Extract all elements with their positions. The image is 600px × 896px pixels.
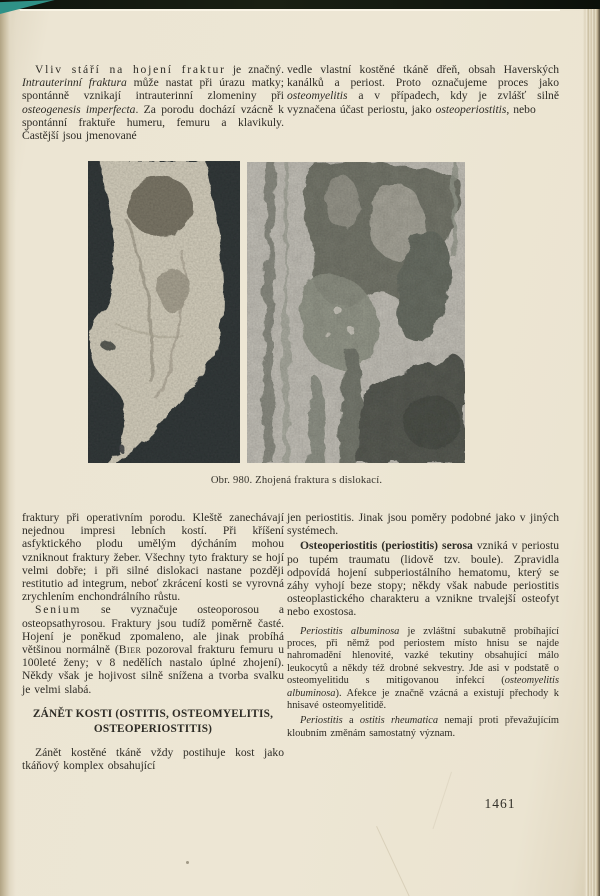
text-run: osteogenesis imperfecta: [22, 102, 136, 116]
section-heading-line2: OSTEOPERIOSTITIS): [93, 722, 213, 735]
column-top-left: [22, 63, 284, 142]
text-run: vedle vlastní kostěné tkáně dřeň, obsah Haverských kanálků a periost. Proto označujeme proces jako: [287, 63, 559, 90]
text-run: osteomyelitis: [287, 89, 348, 103]
column-bottom-left: [22, 511, 284, 772]
page-number: 1461: [484, 796, 516, 811]
text-run: Intrauterinní fraktura: [22, 76, 127, 90]
figure-right-histology-photo: [247, 162, 465, 463]
paragraph-small-print: [287, 626, 559, 713]
text-run: a: [342, 715, 360, 727]
column-bottom-right: [287, 511, 559, 740]
paragraph: [287, 63, 559, 116]
text-run: nemají proti převažujícím kloubním změnám samostatný význam.: [287, 715, 559, 739]
text-run: Senium: [35, 603, 82, 617]
column-top-right: [287, 63, 559, 116]
paragraph: [22, 63, 284, 142]
paper-speck: [186, 861, 189, 864]
text-run: ostitis rheumatica: [359, 715, 439, 727]
text-run: a v případech, kdy je zvlášť silně vyznačena účast periostu, jako: [287, 89, 559, 116]
text-run: Bier: [118, 643, 142, 657]
paragraph-small-print: [287, 715, 559, 740]
paragraph: [287, 539, 559, 618]
paragraph: [22, 603, 284, 695]
text-run: osteoperiostitis: [435, 102, 507, 116]
text-run: jen periostitis. Jinak jsou poměry podobné jako v jiných systémech.: [287, 511, 559, 538]
book-cover-top-edge: [0, 0, 600, 9]
text-run: osteomyelitis albuminosa: [287, 675, 559, 699]
text-run: ). Afekce je značně vzácná a existují přechody k hnisavé osteomyelitidě.: [287, 687, 559, 712]
section-heading: [26, 707, 280, 737]
text-run: se vyznačuje osteoporosou a osteopsathyrosou. Fraktury jsou tudíž poměrně časté. Hojení je poněkud zpomaleno, ale jinak probíhá většinou normálně (: [22, 603, 284, 657]
paragraph: [22, 746, 284, 772]
paragraph: [287, 511, 559, 537]
text-run: vzniká v periostu po tupém traumatu (lidově tzv. boule). Zpravidla odpovídá hojení subperiostálního hematomu, který se záhy vyhojí beze stopy; někdy však nabude periostitis osteoplastického charakteru a vznikne trvalejší osteofyt nebo exostosa.: [287, 539, 559, 619]
text-run: může nastat při úrazu matky; spontánně vznikají intrauterinní zlomeniny při: [22, 76, 284, 103]
text-run: Osteoperiostitis (periostitis) serosa: [300, 539, 473, 553]
figure-caption: Obr. 980. Zhojená fraktura s dislokací.: [210, 475, 383, 486]
text-run: pozoroval frakturu femuru u 100leté ženy; v 8 nedělích nastalo úplné zhojení). Někdy však je hojivost silně snížena a tvorba svalku je velmi slabá.: [22, 643, 284, 696]
page-fore-edge-stack: [583, 9, 600, 896]
text-run: Periostitis albuminosa: [300, 625, 400, 637]
paper-crease: [376, 826, 410, 896]
histology-section-image: [247, 162, 465, 463]
text-run: Vliv stáří na hojení fraktur: [35, 63, 226, 76]
text-run: Zánět kostěné tkáně vždy postihuje kost jako tkáňový komplex obsahující: [22, 745, 284, 773]
binding-gutter-shadow: [0, 9, 16, 896]
section-heading-line1: ZÁNĚT KOSTI (OSTITIS, OSTEOMYELITIS,: [32, 707, 274, 720]
text-run: fraktury při operativním porodu. Kleště zanechávají nejednou impresi lebních kostí. Při kříšení asfyktického plodu umělým dýcháním mohou vzniknout fraktury žeber. Všechny tyto fraktury se hojí velmi dobře; i při silné dislokaci nastane později restitutio ad integrum, neboť zkrácení kosti se vyrovná zrychlením enchondrálního růstu.: [22, 511, 284, 604]
paragraph: [22, 511, 284, 603]
text-run: je značný.: [225, 63, 284, 76]
text-run: je zvláštní subakutně probíhající proces, při němž pod periostem místo hnisu se najde nahromadění hlenovité, vazké tekutiny obsahující málo leukocytů a někdy též drobné sekvestry. Jde asi v podstatě o osteomyelitidu s mitigovanou infekcí (: [287, 625, 560, 687]
text-run: , nebo: [506, 102, 536, 116]
text-run: Periostitis: [300, 715, 343, 727]
text-run: . Za porodu dochází vzácně k spontánní fraktuře humeru, femuru a klavikuly. Častější jsou jmenované: [22, 102, 284, 143]
figure-left-bone-specimen-photo: [88, 161, 240, 463]
page-top-highlight: [20, 9, 560, 11]
bone-specimen-image: [88, 161, 240, 463]
